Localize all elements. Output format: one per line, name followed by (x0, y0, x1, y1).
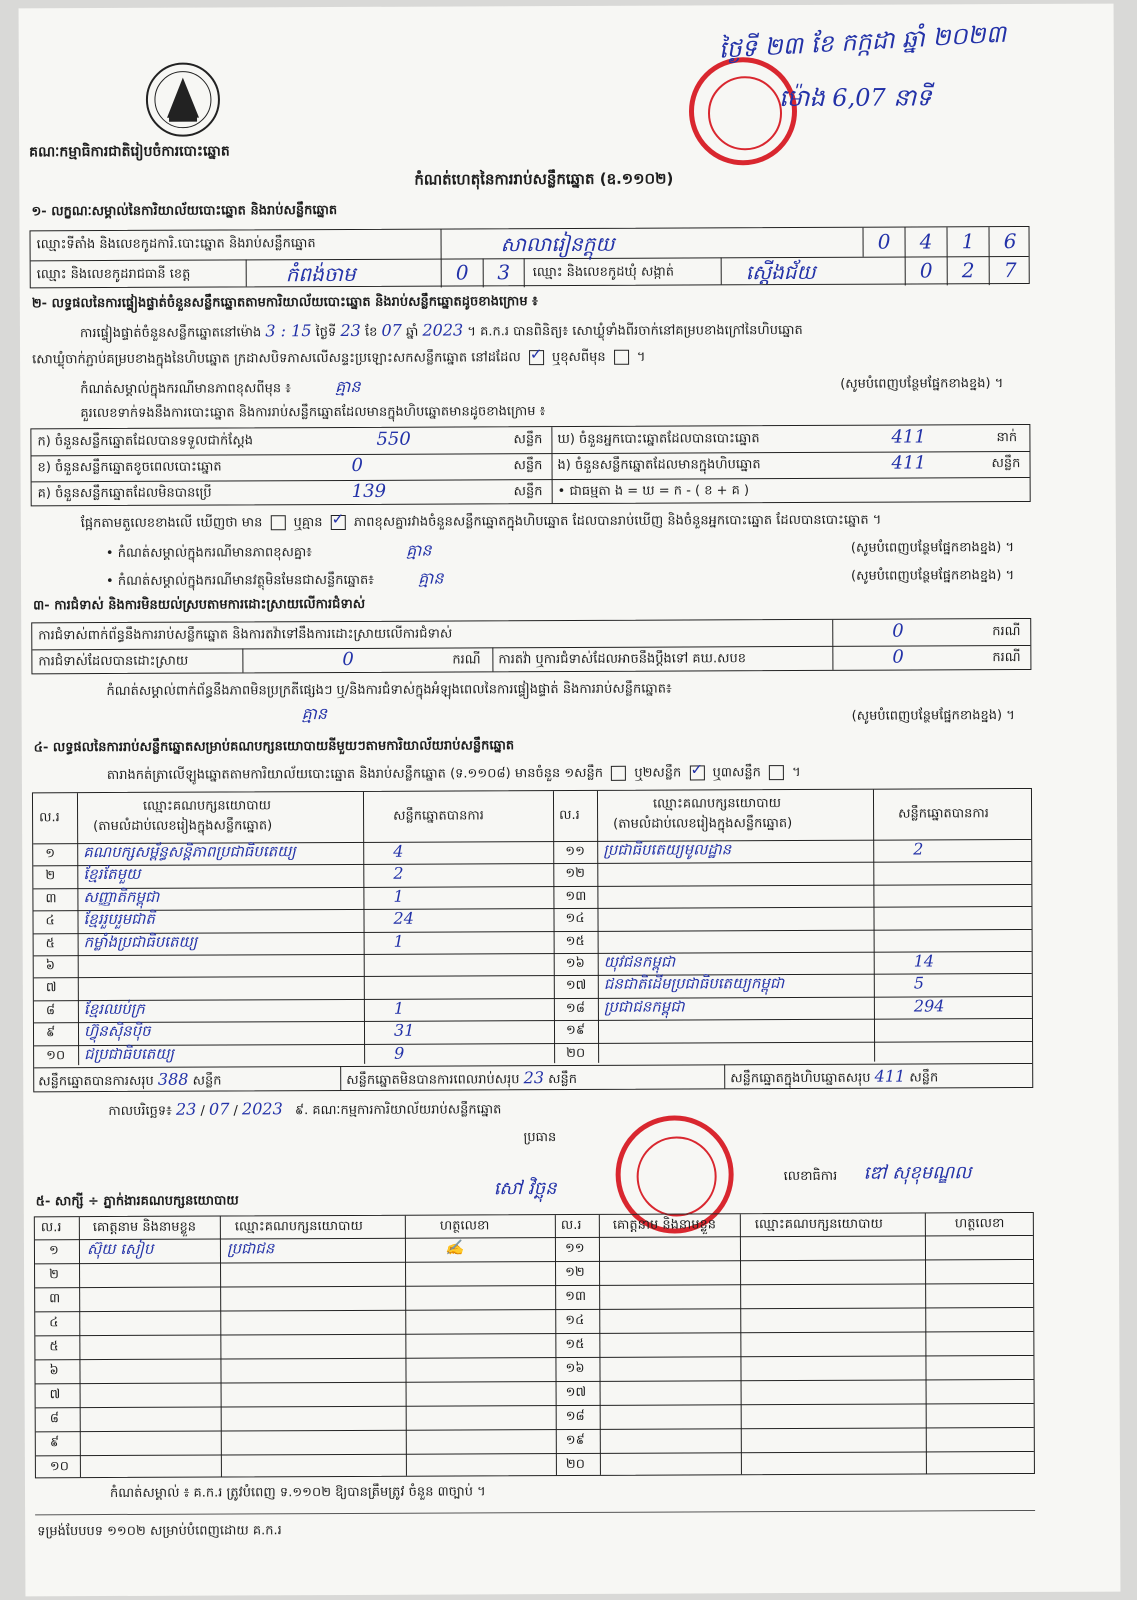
total-valid-label: សន្លឹកឆ្នោតបានការសរុប (38, 1073, 154, 1090)
witness-no-right: ២០ (565, 1456, 585, 1473)
witness-table (34, 1212, 1035, 1478)
formula: • ជាធម្មតា ង = ឃ = ក - ( ខ + គ ) (557, 483, 750, 500)
col-party-right: ឈ្មោះគណបក្សនយោបាយ (652, 796, 782, 812)
verify-text-b: ថ្ងៃទី (315, 325, 337, 341)
party-row-no: ១៦ (565, 955, 585, 972)
party-votes: 9 (394, 1043, 405, 1063)
total-invalid-value: 23 (523, 1068, 545, 1088)
col-votes-right: សន្លឹកឆ្នោតបានការ (898, 806, 989, 822)
verify-text-c: ខែ (364, 324, 378, 340)
office-code-digit: 4 (905, 227, 947, 256)
party-name: យុវជនកម្ពុជា (603, 952, 676, 971)
province-code (441, 258, 525, 287)
witness-no-right: ១២ (565, 1264, 585, 1281)
objection-label: ការជំទាស់ពាក់ព័ន្ធនឹងការរាប់សន្លឹកឆ្នោត និងការតវ៉ាទៅនឹងការដោះស្រាយលើការជំទាស់ (38, 626, 453, 644)
two-sheet-checkbox[interactable] (689, 765, 704, 780)
party-name: ហ៊្វុនស៊ិនប៉ិច (83, 1022, 151, 1041)
party-votes: 2 (913, 839, 924, 859)
compare-a: ផ្អែកតាមតួលេខខាងលើ ឃើញថា មាន (80, 515, 263, 532)
remark-change-line (80, 376, 361, 398)
witness-no-right: ១៥ (565, 1336, 585, 1353)
irregularity-value: គ្មាន (301, 704, 328, 724)
province-code-digit: 3 (483, 258, 525, 287)
party-row-no: ៩ (45, 1025, 56, 1041)
total-box-value: 411 (874, 1066, 906, 1086)
party-votes: 2 (393, 864, 404, 884)
diff-remark-line (105, 540, 432, 562)
party-votes: 14 (913, 951, 935, 971)
nonballot-value: គ្មាន (418, 568, 444, 588)
party-name: ជ​ប្រជាធិបតេយ្យ (84, 1044, 175, 1063)
org-name: គណៈកម្មាធិការជាតិរៀបចំការបោះឆ្នោត (29, 143, 230, 161)
compare-c: ភាពខុសគ្នារវាងចំនួនសន្លឹកឆ្នោតក្នុងហិបឆ្នោត ដែលបានរាប់ឃើញ និងចំនួនអ្នកបោះឆ្នោត ដែលបានបោះឆ្នោត ។ (353, 512, 882, 530)
w-col-name-left: គោត្តនាម និងនាមខ្លួន (92, 1219, 197, 1236)
different-checkbox[interactable] (614, 350, 629, 365)
appeal-value: 0 (892, 646, 904, 668)
handwritten-note-date: ថ្ងៃទី ២៣ ខែ កក្កដា ឆ្នាំ ២០២៣ (718, 19, 1007, 64)
section3-title: ៣- ការជំទាស់ និងការមិនយល់ស្របតាមការដោះស្រាយលើការជំទាស់ (33, 596, 366, 614)
date-line: កាលបរិច្ឆេទ៖ 23 / 07 / 2023 ៩. គណៈកម្មការការិយាល័យរាប់សន្លឹកឆ្នោត (108, 1099, 502, 1120)
witness-party: ប្រជាជន (226, 1239, 275, 1258)
appeal-unit: ករណី (992, 650, 1021, 666)
office-label: ឈ្មោះទីតាំង និងលេខកូដការិ.បោះឆ្នោត និងរាប់សន្លឹកឆ្នោត (36, 236, 316, 253)
date-year: 2023 (241, 1099, 283, 1119)
date-day: 23 (175, 1099, 197, 1119)
results-intro: គួរលេខទាក់ទងនឹងការបោះឆ្នោត និងការរាប់សន្លឹកឆ្នោតដែលមានក្នុងហិបឆ្នោតមានដូចខាងក្រោម ៖ (80, 404, 546, 422)
diff-remark-label: • កំណត់សម្គាល់ក្នុងករណីមានភាពខុសគ្នា៖ (105, 545, 312, 562)
w-col-party-right: ឈ្មោះគណបក្សនយោបាយ (754, 1216, 883, 1233)
col-party-sub-left: (តាមលំដាប់លេខរៀងក្នុងសន្លឹកឆ្នោត) (93, 818, 273, 835)
witness-no: ១ (48, 1243, 59, 1259)
commune-code-digit: 0 (905, 256, 947, 285)
two-sheet-label: ឬ២សន្លឹក (634, 765, 682, 781)
verify-text-d: ឆ្នាំ (405, 324, 419, 340)
party-row-no: ៣ (45, 891, 57, 907)
party-results-table (32, 788, 1033, 1092)
kho-value: 411 (891, 426, 926, 448)
kho-label: ឃ) ចំនួនអ្នកបោះឆ្នោតដែលបានបោះឆ្នោត (557, 431, 760, 448)
ka-label: ក) ចំនួនសន្លឹកឆ្នោតដែលបានទទួលជាក់ស្ដែង (37, 433, 253, 450)
section1-title: ១- លក្ខណៈសម្គាល់នៃការិយាល័យបោះឆ្នោត និងរាប់សន្លឹកឆ្នោត (31, 203, 338, 220)
witness-no-right: ១១ (564, 1240, 585, 1257)
secretary-label: លេខាធិការ (783, 1168, 838, 1185)
verify-line2-text: សោឃ្លុំចាក់ភ្ជាប់គម្របខាងក្នុងនៃហិបឆ្នោត ក្រដាសបិទភាសលើសន្ទះប្រឡោះសកសន្លឹកឆ្នោត នៅដដែល (32, 350, 521, 368)
total-invalid (346, 1070, 577, 1089)
party-name: ខ្មែររួបរួមជាតិ (83, 909, 155, 929)
office-code-digit: 0 (863, 228, 905, 257)
tally-intro-text: តារាងកត់ត្រាលើឡូងឆ្នោតតាមការិយាល័យបោះឆ្នោត និងរាប់សន្លឹកឆ្នោត (ទ.១១០៨) មានចំនួន ១សន្លឹក (106, 765, 604, 784)
party-name: គណបក្សសម្ព័ន្ធសន្ដិភាពប្រជាធិបតេយ្យ (83, 842, 296, 862)
party-row-no: ១០ (46, 1047, 66, 1063)
party-row-no: ៧ (45, 980, 57, 996)
kha-value: 0 (351, 454, 364, 476)
ngo-label: ង) ចំនួនសន្លឹកឆ្នោតដែលមានក្នុងហិបឆ្នោត (557, 457, 761, 474)
three-sheet-label: ឬ៣សន្លឹក (712, 765, 761, 781)
verify-line-1 (80, 321, 803, 342)
party-name: កម្លាំងប្រជាធិបតេយ្យ (83, 932, 198, 951)
party-row-no: ១១ (565, 843, 585, 860)
ka-unit: សន្លឹក (513, 432, 543, 448)
footer-divider (35, 1510, 1035, 1515)
verify-time: 3 : 15 (265, 321, 312, 341)
ngo-value: 411 (891, 452, 926, 474)
witness-no: ៦ (49, 1363, 59, 1379)
handwritten-note-time: ម៉ោង 6,07 នាទី (778, 83, 932, 113)
remark-change-value: គ្មាន (335, 376, 361, 397)
party-name: ជនជាតិដើមប្រជាធិបតេយ្យកម្ពុជា (603, 974, 785, 994)
appeal-label: ការតវ៉ា ឬការជំទាស់ដែលអាចនឹងប្ដឹងទៅ គឃ.សបខ (498, 651, 746, 668)
compare-b: ឬគ្មាន (293, 515, 323, 531)
resolved-unit: ករណី (452, 652, 481, 668)
fill-note-1: (សូមបំពេញបន្ថែមផ្នែកខាងខ្នង) ។ (840, 376, 1004, 392)
witness-no: ៤ (49, 1315, 59, 1331)
tally-intro: តារាងកត់ត្រាលើឡូងឆ្នោតតាមការិយាល័យបោះឆ្នោត និងរាប់សន្លឹកឆ្នោត (ទ.១១០៨) មានចំនួន ១សន្លឹក ឬ២សន្លឹក ✓ ឬ៣សន្លឹក ។ (107, 765, 801, 784)
commune-code-digit: 2 (947, 256, 989, 285)
irregularity-remark: កំណត់សម្គាល់ពាក់ព័ន្ធនឹងភាពមិនប្រក្រតីផ្សេងៗ ឬ/និងការជំទាស់ក្នុងអំឡុងពេលនៃការផ្ទៀងផ្ទាត់ និងការរាប់សន្លឹកឆ្នោត៖ (106, 681, 672, 700)
witness-no: ៣ (49, 1291, 61, 1307)
footnote: កំណត់សម្គាល់ ៖ គ.ក.រ ត្រូវបំពេញ ទ.១១០២ ឱ្យបានត្រឹមត្រូវ ចំនួន ៣ច្បាប់ ។ (109, 1484, 486, 1502)
party-row-no: ៤ (45, 913, 55, 929)
chair-label: ប្រធាន (523, 1130, 557, 1146)
party-votes: 24 (393, 908, 414, 928)
objection-value: 0 (892, 620, 904, 642)
kha-label: ខ) ចំនួនសន្លឹកឆ្នោតខូចពេលបោះឆ្នោត (37, 459, 222, 476)
ko-unit: សន្លឹក (513, 484, 543, 500)
nonballot-label: • កំណត់សម្គាល់ក្នុងករណីមានវត្ថុមិនមែនជាសន្លឹកឆ្នោត៖ (106, 572, 375, 590)
one-sheet-checkbox[interactable] (611, 766, 626, 781)
objection-table (31, 618, 1031, 674)
party-name: ប្រជាធិបតេយ្យមូលដ្ឋាន (603, 840, 732, 859)
witness-no-right: ១៤ (565, 1312, 585, 1329)
total-box-label: សន្លឹកឆ្នោតក្នុងហិបឆ្នោតសរុប (730, 1070, 871, 1087)
election-form-page (19, 4, 1121, 1597)
verify-line2-end: ឬខុសពីមុន (551, 349, 606, 366)
col-votes-left: សន្លឹកឆ្នោតបានការ (393, 808, 484, 824)
total-box (730, 1068, 938, 1087)
party-name: សញ្ញាតិកម្ពុជា (83, 887, 160, 906)
footer-text: ទម្រង់បែបបទ ១១០២ សម្រាប់បំពេញដោយ គ.ក.រ (37, 1523, 282, 1540)
witness-no-right: ១៨ (565, 1408, 585, 1425)
office-code-digit: 1 (947, 227, 989, 256)
witness-no-right: ១៦ (565, 1360, 585, 1377)
resolved-value: 0 (342, 648, 354, 670)
results-table (30, 424, 1030, 506)
witness-signature: ✍ (444, 1238, 464, 1257)
province-name: កំពង់ចាម (285, 261, 356, 287)
nonballot-line (106, 568, 444, 590)
party-votes: 1 (393, 931, 404, 951)
witness-no: ៨ (49, 1411, 59, 1427)
w-col-sign-right: ហត្ថលេខា (954, 1216, 1005, 1232)
resolved-label: ការជំទាស់ដែលបានដោះស្រាយ (38, 653, 189, 670)
total-valid-value: 388 (157, 1069, 189, 1089)
party-row-no: ១ (45, 846, 56, 862)
party-row-no: ១២ (565, 866, 586, 882)
w-col-no-left: ល.រ (40, 1220, 62, 1236)
party-votes: 4 (393, 841, 404, 861)
party-row-no: ១៥ (565, 933, 585, 949)
col-no-left: ល.រ (39, 810, 60, 826)
party-row-no: ១៨ (565, 1000, 585, 1016)
form-title: កំណត់ហេតុនៃការរាប់សន្លឹកឆ្នោត (ឧ.១១០២) (414, 169, 674, 189)
party-row-no: ១៧ (565, 978, 587, 994)
witness-name: ស៊ុយ សៀប (86, 1239, 154, 1259)
witness-no-right: ១៣ (565, 1288, 587, 1305)
ka-value: 550 (376, 428, 411, 450)
witness-no: ៥ (49, 1339, 59, 1355)
party-row-no: ១៣ (565, 888, 587, 904)
verify-day: 23 (340, 320, 361, 340)
secretary-name: ឌៅ សុខុមណ្ឌល (863, 1162, 972, 1184)
party-votes: 31 (393, 1020, 415, 1040)
has-diff-checkbox[interactable] (270, 515, 285, 530)
section1-table (30, 226, 1030, 288)
kho-unit: នាក់ (996, 430, 1018, 446)
commune-code (905, 256, 1031, 286)
section2-title: ២- លទ្ធផលនៃការផ្ទៀងផ្ទាត់ចំនួនសន្លឹកឆ្នោតតាមការិយាល័យបោះឆ្នោត និងរាប់សន្លឹកឆ្នោតដូចខាងក្រោម ៖ (31, 294, 538, 312)
party-name: ខ្មែរឈប់ក្រ (83, 999, 145, 1018)
verify-text-a: ការផ្ទៀងផ្ទាត់ចំនួនសន្លឹកឆ្នោតនៅម៉ោង (79, 325, 262, 342)
province-code-digit: 0 (441, 258, 483, 287)
no-diff-checkbox[interactable] (331, 515, 346, 530)
party-row-no: ១៩ (565, 1023, 586, 1039)
chair-signature: សៅ វិច្ឆុន (493, 1178, 557, 1200)
party-name: ប្រជាជនកម្ពុជា (603, 997, 685, 1016)
party-votes: 294 (913, 996, 945, 1016)
party-name: ខ្មែរតែមួយ (83, 865, 141, 884)
w-col-party-left: ឈ្មោះគណបក្សនយោបាយ (234, 1218, 363, 1235)
party-row-no: ៥ (45, 935, 55, 951)
total-invalid-label: សន្លឹកឆ្នោតមិនបានការពេលរាប់សរុប (346, 1072, 520, 1088)
col-party-sub-right: (តាមលំដាប់លេខរៀងក្នុងសន្លឹកឆ្នោត) (613, 816, 793, 832)
date-month: 07 (208, 1099, 230, 1119)
witness-no: ១០ (49, 1459, 69, 1475)
remark-change-label: កំណត់សម្គាល់ក្នុងករណីមានភាពខុសពីមុន ៖ (80, 381, 291, 398)
section4-title: ៤- លទ្ធផលនៃការរាប់សន្លឹកឆ្នោតសម្រាប់គណបក្សនយោបាយនីមួយៗតាមការិយាល័យរាប់សន្លឹកឆ្នោត (33, 738, 515, 756)
fill-note-3: (សូមបំពេញបន្ថែមផ្នែកខាងខ្នង) ។ (850, 568, 1015, 584)
party-votes: 1 (393, 998, 405, 1018)
w-col-sign-left: ហត្ថលេខា (439, 1218, 490, 1234)
total-invalid-unit: សន្លឹក (548, 1071, 578, 1088)
witness-no-right: ១៧ (565, 1384, 587, 1401)
diff-remark-value: គ្មាន (406, 540, 432, 560)
section5-title: ៥- សាក្សី ÷ ភ្នាក់ងារគណបក្សនយោបាយ (35, 1193, 239, 1210)
commune-name: ស្ដើងជ័យ (745, 259, 816, 285)
office-name: សាលារៀនក្ដុយ (500, 231, 615, 257)
three-sheet-checkbox[interactable] (769, 765, 784, 780)
party-row-no: ៦ (45, 958, 55, 974)
ko-value: 139 (351, 480, 387, 502)
date-label: កាលបរិច្ឆេទ៖ (108, 1103, 172, 1120)
committee-label: ៩. គណៈកម្មការការិយាល័យរាប់សន្លឹកឆ្នោត (294, 1102, 502, 1119)
verify-year: 2023 (422, 320, 464, 340)
verify-month: 07 (381, 320, 402, 340)
ngo-unit: សន្លឹក (991, 456, 1021, 472)
province-label: ឈ្មោះ និងលេខកូដរាជធានី ខេត្ត (36, 266, 191, 283)
party-row-no: ២ (45, 868, 56, 884)
col-party-left: ឈ្មោះគណបក្សនយោបាយ (142, 798, 272, 814)
fill-note-2: (សូមបំពេញបន្ថែមផ្នែកខាងខ្នង) ។ (850, 540, 1015, 556)
w-col-no-right: ល.រ (560, 1217, 582, 1234)
same-checkbox[interactable] (529, 350, 544, 365)
party-votes: 1 (393, 886, 404, 906)
objection-unit: ករណី (992, 624, 1021, 640)
verify-text-e: ។ គ.ក.រ បានពិនិត្យ៖ សោឃ្លុំទាំងពីរចាក់នៅគម្របខាងក្រៅនៃហិបឆ្នោត (467, 322, 803, 340)
party-votes: 5 (913, 973, 925, 993)
total-box-unit: សន្លឹក (909, 1070, 939, 1086)
commune-code-digit: 7 (989, 256, 1031, 285)
office-code-digit: 6 (989, 227, 1031, 256)
office-code (863, 227, 1031, 257)
ko-label: គ) ចំនួនសន្លឹកឆ្នោតដែលមិនបានប្រើ (37, 485, 212, 502)
witness-no-right: ១៩ (565, 1432, 585, 1449)
nec-logo (139, 57, 227, 141)
party-row-no: ៨ (45, 1003, 56, 1019)
party-row-no: ១៤ (565, 911, 585, 927)
compare-line (81, 513, 882, 532)
witness-no: ២ (49, 1267, 59, 1283)
witness-row (36, 1451, 1034, 1479)
fill-note-4: (សូមបំពេញបន្ថែមផ្នែកខាងខ្នង) ។ (851, 708, 1015, 724)
total-valid-unit: សន្លឹក (192, 1073, 222, 1089)
witness-no: ៩ (49, 1435, 60, 1451)
total-valid (38, 1069, 222, 1091)
kha-unit: សន្លឹក (513, 458, 543, 474)
verify-line-2: សោឃ្លុំចាក់ភ្ជាប់គម្របខាងក្នុងនៃហិបឆ្នោត ក្រដាសបិទភាសលើសន្ទះប្រឡោះសកសន្លឹកឆ្នោត នៅដដែល ✓ ឬខុសពីមុន ។ (32, 350, 645, 369)
w-col-name-right: គោត្តនាម និងនាមខ្លួន (612, 1217, 717, 1233)
party-row-no: ២០ (566, 1045, 586, 1061)
commune-label: ឈ្មោះ និងលេខកូដឃុំ សង្កាត់ (532, 264, 674, 281)
col-no-right: ល.រ (559, 807, 580, 824)
witness-no: ៧ (49, 1387, 61, 1403)
